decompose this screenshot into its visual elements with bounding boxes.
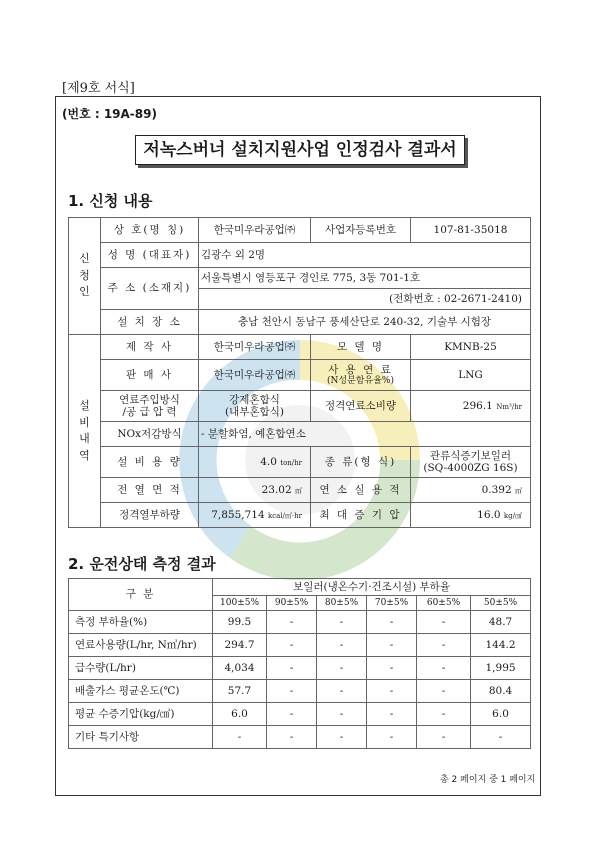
company-value: 한국미우라공업㈜ [199, 218, 311, 243]
equipment-side-label: 설 비 내 역 [69, 335, 101, 528]
row-label: 급수량(L/hr) [69, 657, 213, 680]
load-header: 60±5% [417, 596, 471, 611]
area-label: 전 열 면 적 [101, 478, 199, 503]
result-cell: - [417, 611, 471, 634]
result-cell: 80.4 [471, 680, 531, 703]
pressure-value: 16.0 [477, 508, 501, 521]
result-cell: - [317, 634, 367, 657]
results-table [68, 578, 531, 749]
load-header: 80±5% [317, 596, 367, 611]
name-value: 김광수 외 2명 [199, 243, 531, 268]
result-cell: - [367, 657, 417, 680]
result-cell: 6.0 [213, 703, 267, 726]
result-cell: - [417, 703, 471, 726]
fuel-label-sub: (N성분함유율%) [327, 375, 394, 386]
result-cell: - [267, 680, 317, 703]
type-value-main: 관류식증기보일러 [429, 449, 512, 462]
result-cell: 99.5 [213, 611, 267, 634]
result-cell: - [367, 634, 417, 657]
result-cell: - [367, 611, 417, 634]
model-label: 모 델 명 [311, 335, 411, 360]
supply-label [101, 391, 199, 422]
table-row [69, 634, 531, 657]
table-row [69, 657, 531, 680]
result-cell: - [367, 703, 417, 726]
type-value-sub: (SQ-4000ZG 16S) [423, 462, 518, 474]
heat-unit: kcal/㎥·hr [267, 511, 302, 520]
applicant-side-label: 신 청 인 [69, 218, 101, 335]
company-label: 상 호(명 칭) [101, 218, 199, 243]
supply-value-main: 강제혼합식 [229, 393, 280, 406]
result-cell: - [267, 611, 317, 634]
heat-value-cell [199, 503, 311, 528]
volume-unit: ㎥ [515, 486, 522, 495]
load-group-header: 보일러(냉온수기·건조시설) 부하율 [213, 579, 531, 596]
seller-label: 판 매 사 [101, 360, 199, 391]
result-cell: - [213, 726, 267, 749]
consume-unit: Nm³/hr [496, 402, 522, 411]
result-cell: - [267, 657, 317, 680]
result-cell: - [471, 726, 531, 749]
site-value: 충남 천안시 동남구 풍세산단로 240-32, 기술부 시험장 [199, 310, 531, 335]
load-header: 50±5% [471, 596, 531, 611]
address-label: 주 소 (소재지) [101, 268, 199, 310]
result-cell: 48.7 [471, 611, 531, 634]
result-cell: - [317, 680, 367, 703]
regno-label: 사업자등록번호 [311, 218, 411, 243]
area-value-cell [199, 478, 311, 503]
nox-label: NOx저감방식 [101, 422, 199, 447]
heat-label: 정격열부하량 [101, 503, 199, 528]
capacity-unit: ton/hr [280, 458, 302, 467]
document-number: (번호 : 19A-89) [62, 107, 157, 121]
pressure-unit: kg/㎠ [503, 511, 522, 520]
table-row [69, 703, 531, 726]
document-title: 저녹스버너 설치지원사업 인정검사 결과서 [135, 135, 465, 165]
result-cell: - [317, 703, 367, 726]
load-header: 90±5% [267, 596, 317, 611]
pressure-value-cell [411, 503, 531, 528]
load-header: 100±5% [213, 596, 267, 611]
fuel-label [311, 360, 411, 391]
consume-value-cell [411, 391, 531, 422]
consume-label: 정격연료소비량 [311, 391, 411, 422]
supply-value [199, 391, 311, 422]
result-cell: 144.2 [471, 634, 531, 657]
section-heading-application: 1. 신청 내용 [68, 192, 153, 210]
result-cell: - [417, 657, 471, 680]
row-label: 연료사용량(L/hr, N㎥/hr) [69, 634, 213, 657]
model-value: KMNB-25 [411, 335, 531, 360]
result-cell: - [267, 634, 317, 657]
fuel-value: LNG [411, 360, 531, 391]
maker-label: 제 작 사 [101, 335, 199, 360]
result-cell: - [317, 726, 367, 749]
result-cell: - [417, 680, 471, 703]
result-cell: - [367, 680, 417, 703]
nox-value: - 분할화염, 예혼합연소 [199, 422, 531, 447]
form-number-label: [제9호 서식] [62, 81, 135, 96]
result-cell: 294.7 [213, 634, 267, 657]
area-value: 23.02 [261, 483, 292, 496]
page-footer: 총 2 페이지 중 1 페이지 [440, 775, 536, 785]
type-value [411, 447, 531, 478]
capacity-value: 4.0 [260, 455, 277, 468]
result-cell: - [317, 611, 367, 634]
area-unit: ㎡ [295, 486, 302, 495]
result-cell: - [267, 703, 317, 726]
site-label: 설 치 장 소 [101, 310, 199, 335]
result-cell: - [317, 657, 367, 680]
row-label: 평균 수증기압(kg/㎠) [69, 703, 213, 726]
supply-label-main: 연료주입방식 [119, 393, 180, 406]
volume-value: 0.392 [481, 483, 512, 496]
heat-value: 7,855,714 [211, 508, 265, 521]
maker-value: 한국미우라공업㈜ [199, 335, 311, 360]
result-cell: - [267, 726, 317, 749]
result-cell: 4,034 [213, 657, 267, 680]
capacity-label: 설 비 용 량 [101, 447, 199, 478]
fuel-label-main: 사 용 연 료 [328, 363, 393, 376]
pressure-label: 최 대 증 기 압 [311, 503, 411, 528]
type-label: 종 류(형 식) [311, 447, 411, 478]
load-header: 70±5% [367, 596, 417, 611]
phone-value: (전화번호 : 02-2671-2410) [199, 289, 531, 310]
result-cell: - [417, 726, 471, 749]
row-label: 측정 부하율(%) [69, 611, 213, 634]
result-cell: 1,995 [471, 657, 531, 680]
result-cell: - [367, 726, 417, 749]
application-table [68, 217, 531, 528]
row-label: 배출가스 평균온도(℃) [69, 680, 213, 703]
supply-label-sub: /공 급 압 력 [122, 406, 177, 418]
table-row [69, 680, 531, 703]
category-header: 구 분 [69, 579, 213, 611]
name-label: 성 명 (대표자) [101, 243, 199, 268]
table-row [69, 726, 531, 749]
seller-value: 한국미우라공업㈜ [199, 360, 311, 391]
result-cell: 6.0 [471, 703, 531, 726]
result-cell: - [417, 634, 471, 657]
capacity-value-cell [199, 447, 311, 478]
consume-value: 296.1 [462, 399, 493, 412]
volume-value-cell [411, 478, 531, 503]
section-heading-results: 2. 운전상태 측정 결과 [68, 555, 216, 573]
supply-value-sub: (내부혼합식) [225, 406, 284, 418]
row-label: 기타 특기사항 [69, 726, 213, 749]
regno-value: 107-81-35018 [411, 218, 531, 243]
result-cell: 57.7 [213, 680, 267, 703]
table-row [69, 611, 531, 634]
volume-label: 연 소 실 용 적 [311, 478, 411, 503]
address-value: 서울특별시 영등포구 경인로 775, 3동 701-1호 [199, 268, 531, 289]
